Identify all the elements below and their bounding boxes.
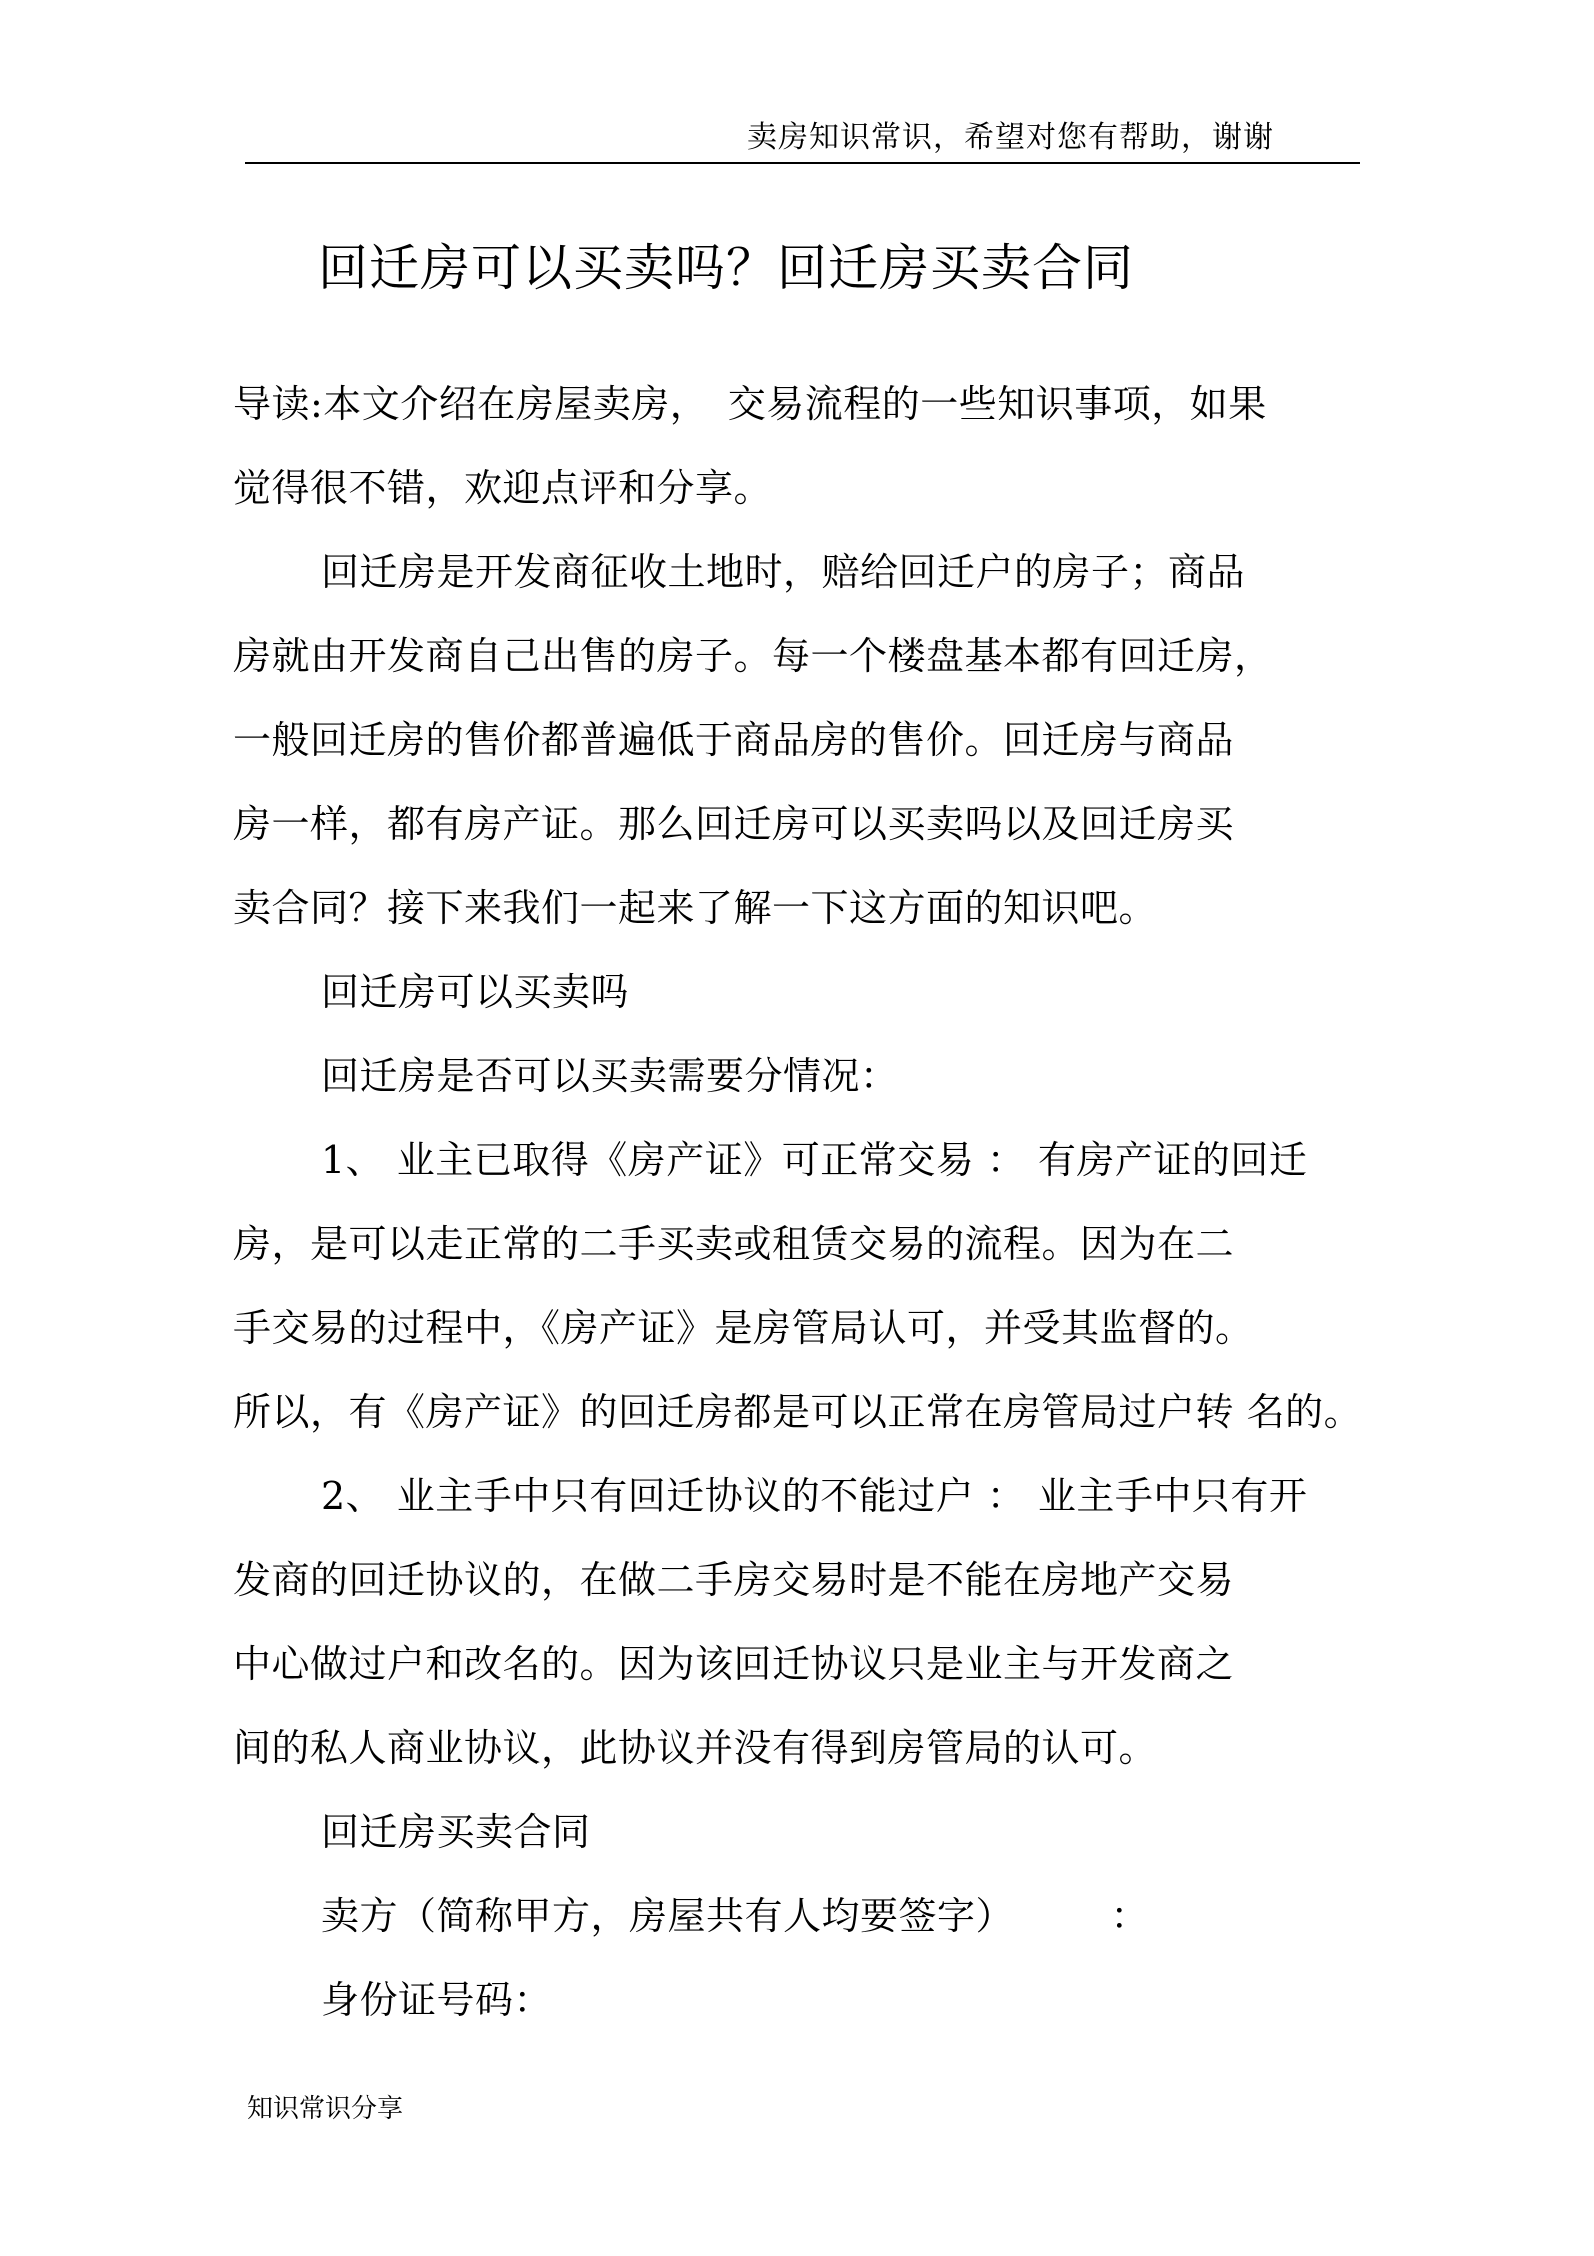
body-text-line: 房一样，都有房产证。那么回迁房可以买卖吗以及回迁房买 <box>233 802 1235 846</box>
body-text-line: 所以，有《房产证》的回迁房都是可以正常在房管局过户转 名的。 <box>233 1390 1363 1434</box>
body-text-line: 1、 业主已取得《房产证》可正常交易 ： 有房产证的回迁 <box>321 1138 1308 1182</box>
document-body <box>233 362 1393 2042</box>
body-text-line: 导读:本文介绍在房屋卖房， 交易流程的一些知识事项，如果 <box>233 382 1267 426</box>
footer-note: 知识常识分享 <box>247 2094 404 2124</box>
body-text-line: 中心做过户和改名的。因为该回迁协议只是业主与开发商之 <box>233 1642 1235 1686</box>
body-text-line: 手交易的过程中，《房产证》是房管局认可，并受其监督的。 <box>233 1306 1254 1350</box>
body-text-line: 卖方（简称甲方，房屋共有人均要签字） ： <box>321 1894 1150 1938</box>
body-text-line: 房就由开发商自己出售的房子。每一个楼盘基本都有回迁房， <box>233 634 1273 678</box>
body-text-line: 卖合同？接下来我们一起来了解一下这方面的知识吧。 <box>233 886 1158 930</box>
body-text-line: 一般回迁房的售价都普遍低于商品房的售价。回迁房与商品 <box>233 718 1235 762</box>
header-divider <box>245 162 1360 164</box>
body-text-line: 回迁房买卖合同 <box>321 1810 591 1854</box>
body-text-line: 回迁房是开发商征收土地时，赔给回迁户的房子；商品 <box>321 550 1246 594</box>
body-text-line: 回迁房是否可以买卖需要分情况： <box>321 1054 899 1098</box>
body-text-line: 发商的回迁协议的，在做二手房交易时是不能在房地产交易 <box>233 1558 1235 1602</box>
body-text-line: 2、 业主手中只有回迁协议的不能过户 ： 业主手中只有开 <box>321 1474 1308 1518</box>
header-note: 卖房知识常识，希望对您有帮助，谢谢 <box>747 120 1274 155</box>
body-text-line: 房，是可以走正常的二手买卖或租赁交易的流程。因为在二 <box>233 1222 1235 1266</box>
body-text-line: 回迁房可以买卖吗 <box>321 970 630 1014</box>
page-title: 回迁房可以买卖吗？回迁房买卖合同 <box>318 239 1134 297</box>
body-text-line: 间的私人商业协议，此协议并没有得到房管局的认可。 <box>233 1726 1158 1770</box>
body-text-line: 觉得很不错，欢迎点评和分享。 <box>233 466 773 510</box>
body-text-line: 身份证号码： <box>321 1978 553 2022</box>
